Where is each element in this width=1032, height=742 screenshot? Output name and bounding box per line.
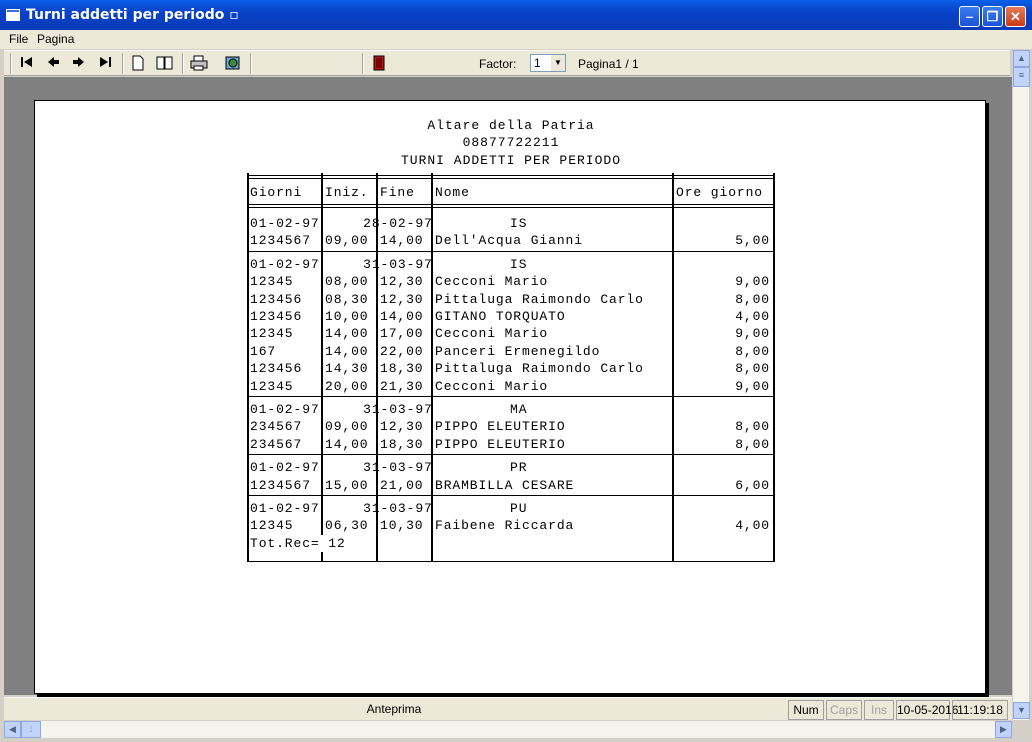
group-separator: [247, 454, 775, 455]
table-cell: 12,30: [380, 419, 424, 435]
table-cell: 167: [250, 343, 277, 359]
status-num: Num: [788, 700, 824, 720]
table-column-rule: [773, 173, 775, 561]
report-phone: 08877722211: [462, 135, 560, 150]
table-cell: 12345: [250, 518, 294, 534]
table-cell: Cecconi Mario: [435, 274, 549, 290]
group-code: PR: [510, 460, 528, 476]
group-code: IS: [510, 216, 528, 231]
preview-area: [4, 77, 1012, 695]
scroll-right-button[interactable]: ▶: [995, 721, 1012, 738]
toolbar-separator: [122, 53, 124, 74]
title-bar[interactable]: [0, 0, 1032, 30]
table-header-rule: [247, 204, 775, 205]
table-cell: Cecconi Mario: [435, 326, 549, 342]
group-period: 01-02-97 28-02-97: [250, 216, 433, 231]
status-ins: Ins: [864, 700, 894, 720]
toolbar-separator: [362, 53, 364, 74]
table-cell: 1234567: [250, 477, 311, 493]
factor-label: Factor:: [479, 57, 517, 71]
table-cell: 14,00: [325, 436, 369, 452]
table-cell: 8,00: [735, 436, 770, 452]
status-bar: [4, 697, 1012, 720]
close-button[interactable]: ✕: [1005, 6, 1026, 27]
menu-file[interactable]: File: [9, 32, 29, 46]
table-cell: Dell'Acqua Gianni: [435, 233, 583, 249]
status-caps: Caps: [826, 700, 862, 720]
table-cell: 12,30: [380, 274, 424, 290]
total-records: Tot.Rec= 12: [250, 535, 346, 551]
table-cell: 08,00: [325, 274, 369, 290]
table-cell: 9,00: [735, 378, 770, 394]
table-cell: 12,30: [380, 291, 424, 307]
table-cell: 9,00: [735, 274, 770, 290]
table-cell: Panceri Ermenegildo: [435, 343, 601, 359]
toolbar-separator: [250, 53, 252, 74]
status-time: 11:19:18: [952, 700, 1008, 720]
menu-bar: [0, 30, 1032, 49]
table-cell: 09,00: [325, 233, 369, 249]
toolbar-separator: [182, 53, 184, 74]
scroll-down-button[interactable]: ▼: [1013, 702, 1030, 719]
table-bottom-rule: [247, 561, 775, 562]
table-cell: 15,00: [325, 477, 369, 493]
group-separator: [247, 251, 775, 252]
table-cell: 5,00: [735, 233, 770, 249]
table-cell: 9,00: [735, 326, 770, 342]
table-header-rule: [247, 207, 775, 208]
table-cell: 234567: [250, 436, 303, 452]
export-icon[interactable]: [224, 55, 242, 71]
prev-page-icon[interactable]: [44, 55, 62, 71]
table-cell: 8,00: [735, 343, 770, 359]
column-header: Fine: [380, 185, 415, 200]
table-cell: 12345: [250, 378, 294, 394]
exit-door-icon[interactable]: [370, 55, 388, 71]
table-cell: 234567: [250, 419, 303, 435]
table-cell: 22,00: [380, 343, 424, 359]
chevron-down-icon[interactable]: ▼: [551, 55, 565, 71]
table-cell: PIPPO ELEUTERIO: [435, 419, 566, 435]
scroll-left-button[interactable]: ◀: [4, 721, 21, 738]
table-cell: BRAMBILLA CESARE: [435, 477, 575, 493]
table-cell: 17,00: [380, 326, 424, 342]
menu-pagina[interactable]: Pagina: [37, 32, 75, 46]
two-page-icon[interactable]: [156, 55, 174, 71]
page-indicator: Pagina1 / 1: [578, 57, 639, 71]
table-cell: 14,00: [325, 343, 369, 359]
last-page-icon[interactable]: [96, 55, 114, 71]
group-code: PU: [510, 501, 528, 516]
table-cell: 123456: [250, 309, 303, 324]
toolbar: [4, 50, 1010, 76]
column-header: Nome: [435, 185, 470, 200]
table-cell: 123456: [250, 291, 303, 307]
scroll-thumb[interactable]: ≡: [1013, 67, 1030, 87]
table-cell: 14,00: [380, 233, 424, 249]
group-separator: [247, 495, 775, 496]
table-cell: 21,00: [380, 477, 424, 493]
group-code: MA: [510, 402, 528, 417]
table-cell: Faibene Riccarda: [435, 518, 575, 534]
status-date: 10-05-2016: [896, 700, 950, 720]
table-cell: 6,00: [735, 477, 770, 493]
toolbar-separator: [10, 53, 12, 74]
status-mode: Anteprima: [366, 702, 422, 716]
table-cell: 21,30: [380, 378, 424, 394]
report-page: [34, 100, 986, 694]
first-page-icon[interactable]: [18, 55, 36, 71]
factor-select[interactable]: [530, 54, 566, 72]
column-header: Giorni: [250, 185, 303, 200]
table-cell: 08,30: [325, 291, 369, 307]
table-cell: 06,30: [325, 518, 369, 534]
single-page-icon[interactable]: [129, 55, 147, 71]
group-period: 01-02-97 31-03-97: [250, 501, 433, 516]
table-cell: 8,00: [735, 419, 770, 435]
column-header: Iniz.: [325, 185, 369, 200]
table-cell: 12345: [250, 274, 294, 290]
table-cell: 14,00: [325, 326, 369, 342]
table-column-rule: [672, 173, 674, 561]
column-header: Ore giorno: [676, 185, 764, 200]
table-cell: 12345: [250, 326, 294, 342]
table-cell: 09,00: [325, 419, 369, 435]
group-period: 01-02-97 31-03-97: [250, 402, 433, 417]
print-icon[interactable]: [190, 55, 208, 71]
group-code: IS: [510, 256, 528, 272]
table-cell: Cecconi Mario: [435, 378, 549, 394]
table-cell: 4,00: [735, 518, 770, 534]
report-body: [35, 101, 987, 695]
vertical-scrollbar[interactable]: [1012, 50, 1029, 720]
table-cell: 8,00: [735, 291, 770, 307]
table-cell: 4,00: [735, 309, 770, 324]
scroll-up-button[interactable]: ▲: [1013, 50, 1030, 67]
table-cell: PIPPO ELEUTERIO: [435, 436, 566, 452]
next-page-icon[interactable]: [70, 55, 88, 71]
table-cell: 123456: [250, 361, 303, 377]
table-header-rule: [247, 175, 775, 176]
minimize-button[interactable]: –: [959, 6, 980, 27]
table-cell: 14,00: [380, 309, 424, 324]
table-column-rule: [247, 173, 249, 561]
maximize-button[interactable]: ❐: [982, 6, 1003, 27]
table-cell: 14,30: [325, 361, 369, 377]
table-cell: 8,00: [735, 361, 770, 377]
table-cell: 1234567: [250, 233, 311, 249]
horizontal-scrollbar[interactable]: [4, 721, 1012, 738]
hscroll-thumb[interactable]: ⦙: [21, 721, 41, 738]
table-cell: Pittaluga Raimondo Carlo: [435, 361, 644, 377]
report-company-name: Altare della Patria: [427, 118, 595, 133]
factor-value: 1: [534, 56, 541, 70]
group-period: 01-02-97 31-03-97: [250, 256, 433, 272]
table-cell: 20,00: [325, 378, 369, 394]
table-cell: 10,00: [325, 309, 369, 324]
table-cell: 10,30: [380, 518, 424, 534]
table-cell: 18,30: [380, 361, 424, 377]
group-period: 01-02-97 31-03-97: [250, 460, 433, 476]
group-separator: [247, 396, 775, 397]
table-cell: 18,30: [380, 436, 424, 452]
table-header-rule: [247, 178, 775, 179]
app-window-icon[interactable]: [6, 9, 20, 21]
table-cell: GITANO TORQUATO: [435, 309, 566, 324]
window-title: Turni addetti per periodo ▫: [26, 7, 239, 23]
table-cell: Pittaluga Raimondo Carlo: [435, 291, 644, 307]
report-title: TURNI ADDETTI PER PERIODO: [400, 153, 622, 168]
